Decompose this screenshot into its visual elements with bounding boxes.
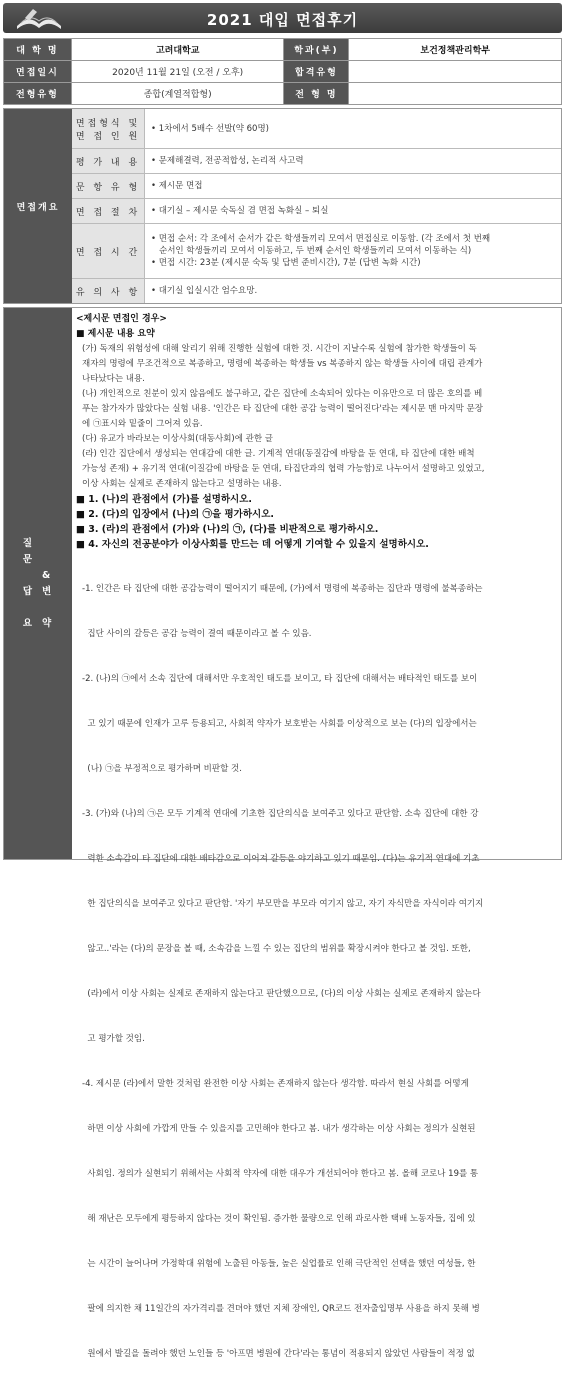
- overview-label: 면접개요: [4, 109, 72, 303]
- basic-info-table: [3, 38, 562, 105]
- overview-row-label-2: 면 접 인 원: [75, 131, 141, 142]
- overview-row-label: 면 접 시 간: [75, 247, 141, 258]
- department-label: 학과(부): [284, 39, 349, 61]
- title-banner: [3, 3, 562, 33]
- overview-row-text: • 면접 순서: 각 조에서 순서가 같은 학생들끼리 모여서 면접실로 이동함. (각 조에서 첫 번째: [151, 234, 491, 244]
- qa-section: [3, 307, 562, 1359]
- admission-type-value: 종합(계열적합형): [71, 83, 284, 105]
- overview-row-text: • 1차에서 5배수 선발(약 60명): [151, 123, 269, 134]
- overview-row-time: [72, 224, 561, 279]
- overview-row-notes: [72, 279, 561, 303]
- qa-label: 질 문 답 요 & 변 약: [4, 308, 72, 859]
- overview-row-label: 유 의 사 항: [75, 287, 141, 298]
- overview-row-evaluation: [72, 149, 561, 174]
- overview-row-label: 면 접 절 차: [75, 207, 141, 218]
- question-1: ■ 1. (나)의 관점에서 (가)를 설명하시오.: [76, 494, 253, 505]
- answer-list: -1. 인간은 타 집단에 대한 공감능력이 떨어지기 때문에, (가)에서 명령에 복종하는 집단과 명령에 불복종하는 집단 사이의 갈등은 공감 능력이 결여 때문이라고 볼 수 있음. -2. (나)의 ㉠에서 소속 집단에 대해서만 우호적인 태도를 보이고, 타 집단에 대해서는 배타적인 태도를 보이 고 있기 때문에 인재가 고루 등용되고, 사회적 약자가 보호받는 사회를 이상적으로 보는 (다)의 입장에서는 (나) ㉠을 부정적으로 평가하며 비판할 것. -3. (가)와 (나)의 ㉠은 모두 기계적 연대에 기초한 집단의식을 보여주고 있다고 판단함. 소속 집단에 대한 강 력한 소속감이 타 집단에 대한 배타감으로 이어져 갈등을 야기하고 있기 때문임. (다)는 유기적 연대에 기초 한 집단의식을 보여주고 있다고 판단함. '자기 부모만을 부모라 여기지 않고, 자기 자식만을 자식이라 여기지 않고..'라는 (다)의 문장을 볼 때, 소속감을 느낄 수 있는 집단의 범위를 확장시켜야 한다고 볼 것임. 또한, (라)에서 이상 사회는 실제로 존재하지 않는다고 판단했으므로, (다)의 이상 사회는 실제로 존재하지 않는다 고 평가할 것임. -4. 제시문 (라)에서 말한 것처럼 완전한 이상 사회는 존재하지 않는다 생각함. 따라서 현실 사회를 어떻게 하면 이상 사회에 가깝게 만들 수 있을지를 고민해야 한다고 봄. 내가 생각하는 이상 사회는 정의가 실현된 사회임. 정의가 실현되기 위해서는 사회적 약자에 대한 대우가 개선되어야 한다고 봄. 올해 코로나 19를 통 해 재난은 모두에게 평등하지 않다는 것이 확인됨. 증가한 물량으로 인해 과로사한 택배 노동자들, 집에 있 는 시간이 늘어나며 가정학대 위험에 노출된 아동들, 높은 실업률로 인해 극단적인 선택을 했던 여성들, 한 팔에 의지한 채 11일간의 자가격리를 견뎌야 했던 지체 장애인, QR코드 전자출입명부 사용을 하지 못해 병 원에서 발길을 돌려야 했던 노인들 등 '아프면 병원에 간다'라는 통념이 적용되지 않았던 사람들이 적정 없: [82, 584, 484, 1359]
- university-value: 고려대학교: [71, 39, 284, 61]
- qa-body: [76, 312, 557, 1392]
- interview-overview-section: [3, 108, 562, 304]
- question-4: ■ 4. 자신의 전공분야가 이상사회를 만드는 데 어떻게 기여할 수 있을지 설명하시오.: [76, 539, 429, 550]
- department-value: 보건정책관리학부: [349, 39, 562, 61]
- question-2: ■ 2. (다)의 입장에서 (나)의 ㉠을 평가하시오.: [76, 509, 274, 520]
- qa-heading: <제시문 면접인 경우>: [76, 314, 167, 324]
- overview-row-label: 문 항 유 형: [75, 182, 141, 193]
- summary-title: ■ 제시문 내용 요약: [76, 329, 155, 339]
- overview-row-label: 평 가 내 용: [75, 157, 141, 168]
- overview-row-format: [72, 109, 561, 149]
- university-label: 대 학 명: [4, 39, 72, 61]
- overview-row-text: • 제시문 면접: [151, 181, 203, 191]
- overview-row-label: 면접형식 및: [75, 118, 141, 129]
- track-name-value: [349, 83, 562, 105]
- page-title: 2021 대입 면접후기: [206, 11, 359, 29]
- overview-row-text: • 문제해결력, 전공적합성, 논리적 사고력: [151, 156, 304, 166]
- interview-date-label: 면접일시: [4, 61, 72, 83]
- overview-row-procedure: [72, 199, 561, 224]
- admission-type-label: 전형유형: [4, 83, 72, 105]
- pass-type-value: [349, 61, 562, 83]
- overview-row-text: 순서인 학생들끼리 모여서 이동하고, 두 번째 순서인 학생들끼리 모여서 이동하는 식): [159, 246, 472, 256]
- track-name-label: 전 형 명: [284, 83, 349, 105]
- overview-row-text: • 대기실 – 제시문 숙독실 겸 면접 녹화실 – 퇴실: [151, 206, 329, 216]
- overview-row-question-type: [72, 174, 561, 199]
- passage-summary: (가) 독재의 위험성에 대해 알리기 위해 진행한 실험에 대한 것. 시간이 지날수록 실험에 참가한 학생들이 독 재자의 명령에 무조건적으로 복종하고, 명령에 복종하는 학생들 vs 복종하지 않는 학생들 사이에 대립 관계가 나타났다는 내용. (나) 개인적으로 친분이 있지 않음에도 불구하고, 같은 집단에 소속되어 있다는 이유만으로 더 많은 호의를 베 푸는 참가자가 많았다는 실험 내용. '인간은 타 집단에 대한 공감 능력이 떨어진다'라는 제시문 맨 마지막 문장 에 ㉠표시와 밑줄이 그어져 있음. (다) 유교가 바라보는 이상사회(대동사회)에 관한 글 (라) 인간 집단에서 생성되는 연대감에 대한 글. 기계적 연대(동질감에 바탕을 둔 연대, 타 집단에 대한 배척 가능성 존재) + 유기적 연대(이질감에 바탕을 둔 연대, 타집단과의 협력 가능함)로 나누어서 설명하고 있었고, 이상 사회는 실제로 존재하지 않는다고 설명하는 내용.: [82, 344, 485, 489]
- overview-row-text: • 대기실 입실시간 엄수요망.: [151, 286, 258, 296]
- interview-date-value: 2020년 11월 21일 (오전 / 오후): [71, 61, 284, 83]
- question-3: ■ 3. (라)의 관점에서 (가)와 (나)의 ㉠, (다)를 비판적으로 평가하시오.: [76, 524, 379, 535]
- pass-type-label: 합격유형: [284, 61, 349, 83]
- overview-row-text: • 면접 시간: 23분 (제시문 숙독 및 답변 준비시간), 7분 (답변 녹화 시간): [151, 258, 421, 268]
